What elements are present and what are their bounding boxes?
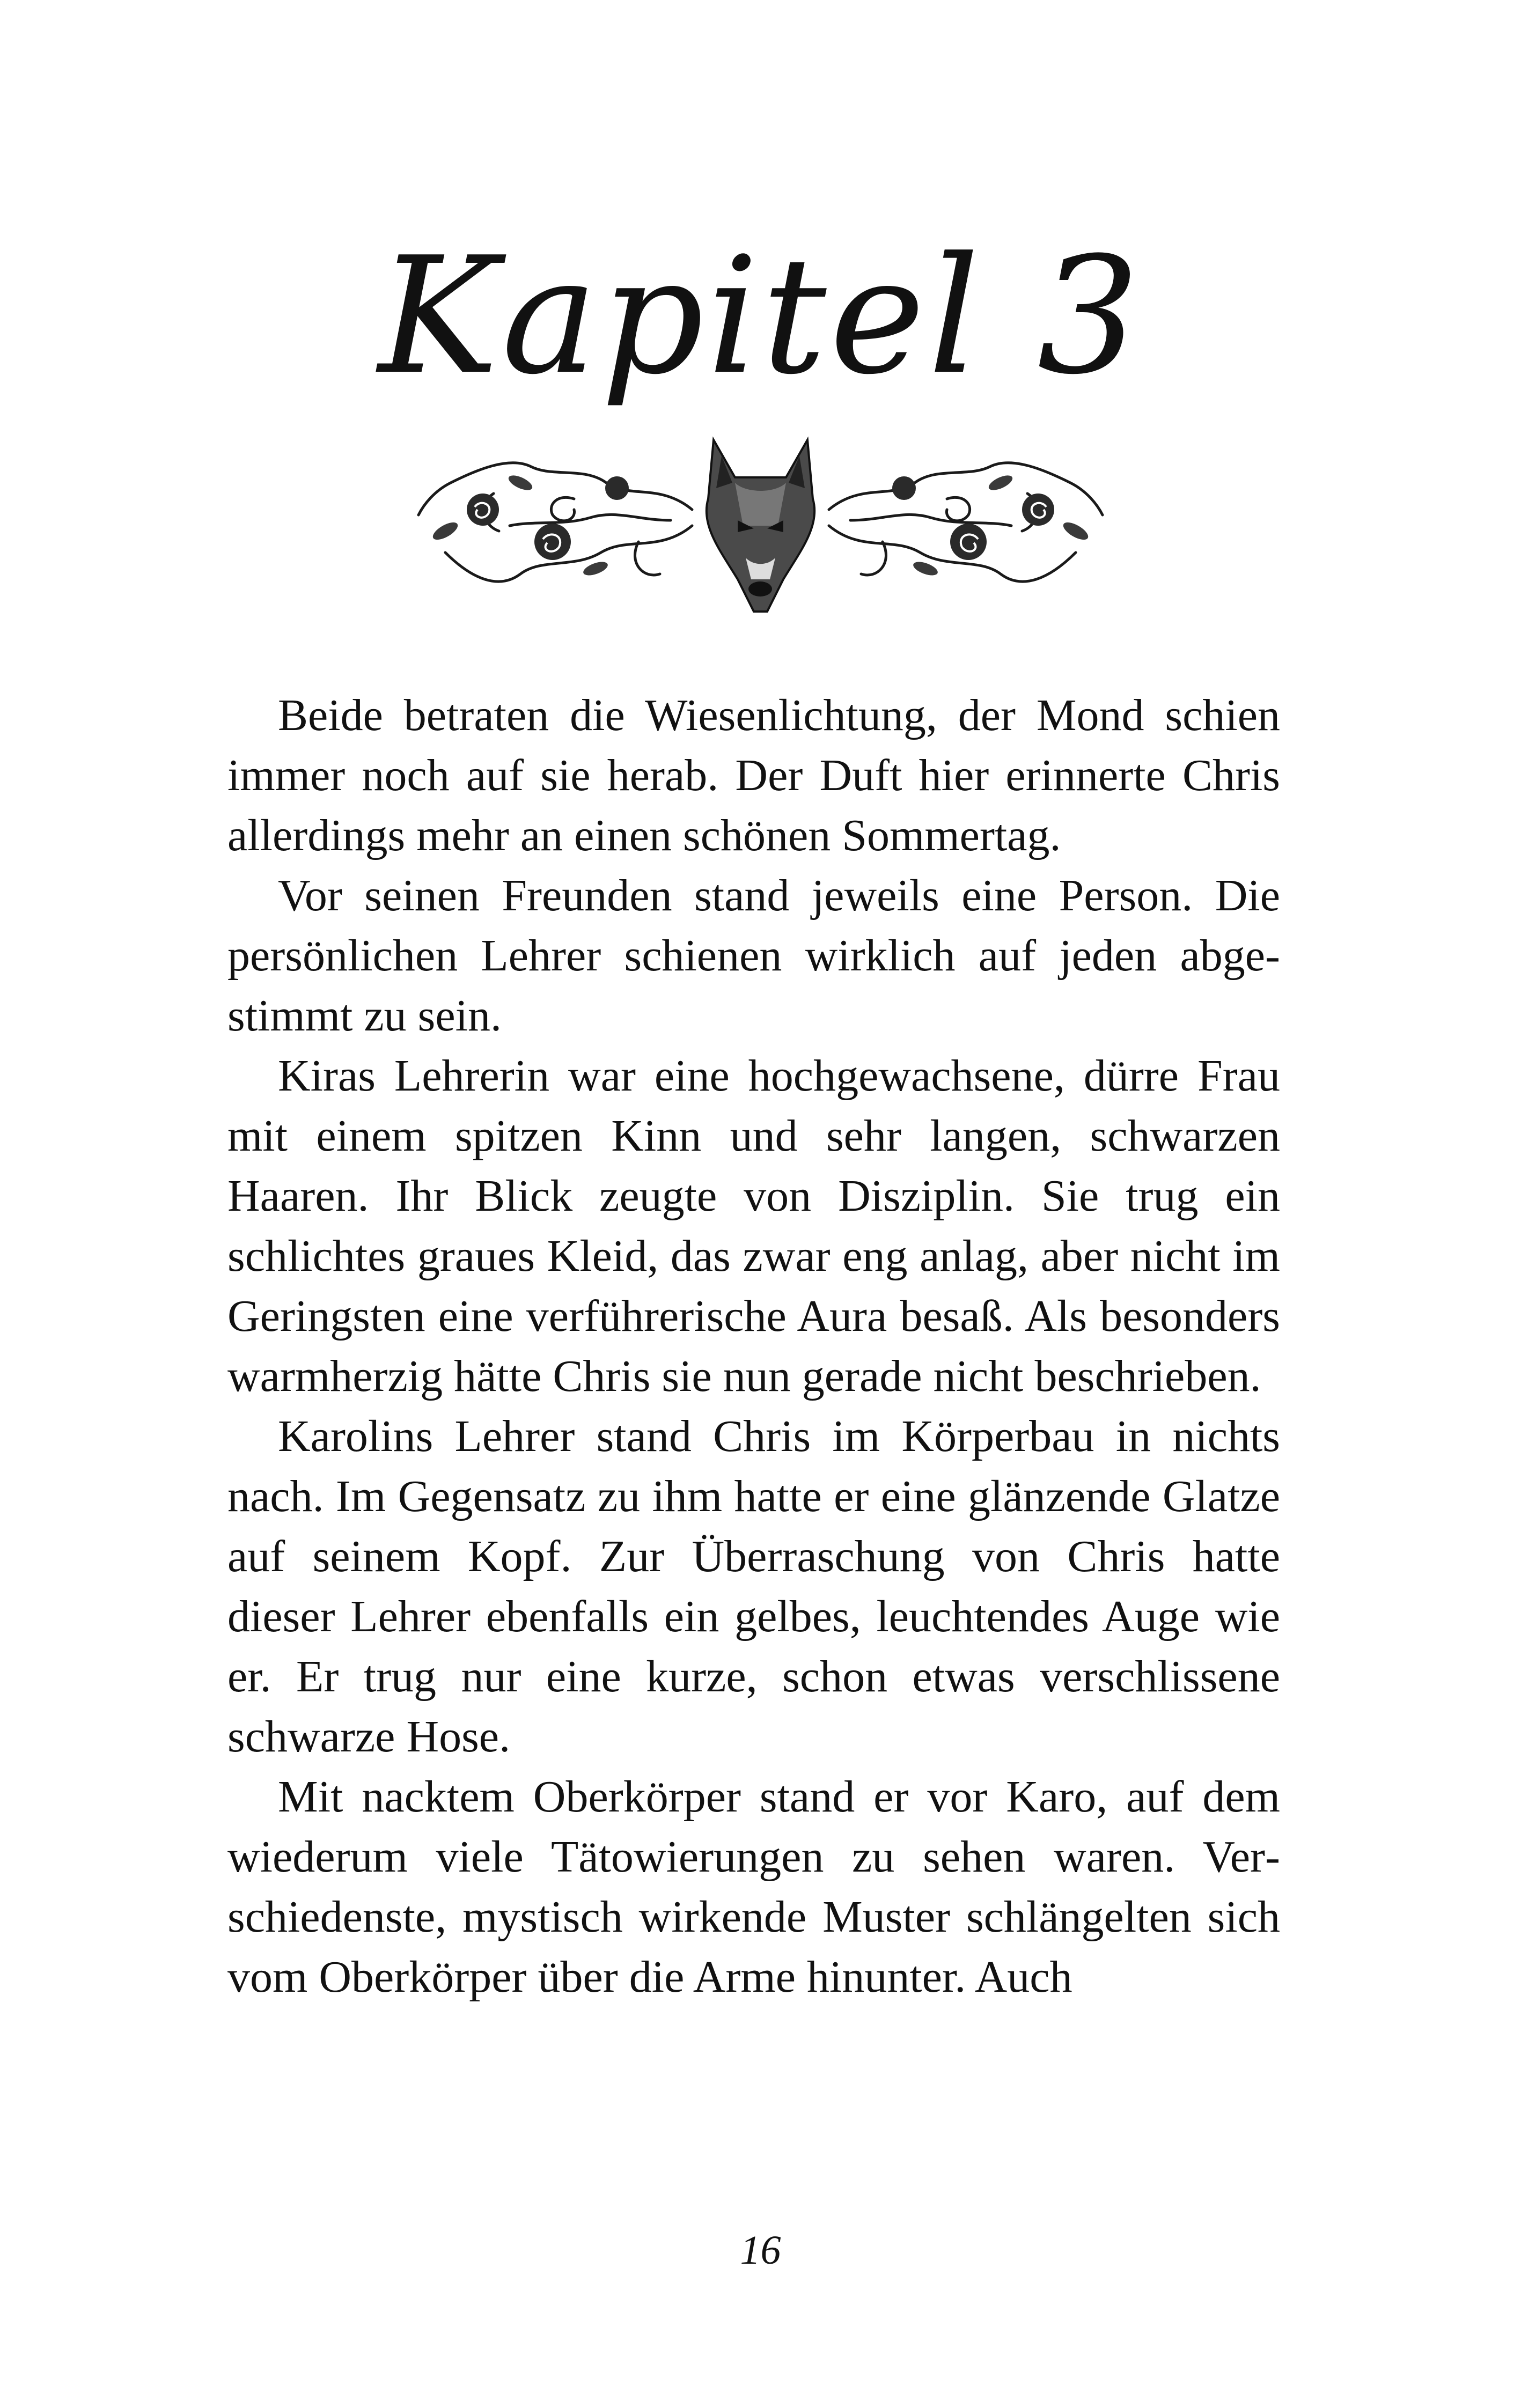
paragraph: Mit nacktem Oberkörper stand er vor Karo, auf dem wiederum viele Tätowierungen zu sehen waren. Verschiedenste, mystisch wirkende Muster schlängelten sich vom Oberkörper über die Arme hinunter. Auch <box>227 1772 1280 2002</box>
chapter-title: Kapitel 3 <box>378 223 1143 410</box>
paragraph: Vor seinen Freunden stand jeweils eine Person. Die persönlichen Lehrer schienen wirklich auf jeden abgestimmt zu sein. <box>227 871 1280 1041</box>
page-number: 16 <box>740 2228 781 2273</box>
chapter-body <box>227 686 1280 2007</box>
paragraph: Beide betraten die Wiesenlichtung, der Mond schien immer noch auf sie herab. Der Duft hier erinnerte Chris allerdings mehr an einen schönen Sommertag. <box>227 690 1280 860</box>
wolf-head-floral-ornament-icon <box>413 418 1108 622</box>
paragraph: Karolins Lehrer stand Chris im Körperbau in nichts nach. Im Gegensatz zu ihm hatte er eine glänzende Glatze auf seinem Kopf. Zur Überraschung von Chris hatte dieser Lehrer ebenfalls ein gelbes, leuchtendes Auge wie er. Er trug nur eine kurze, schon etwas verschlissene schwarze Hose. <box>227 1411 1280 1762</box>
paragraph: Kiras Lehrerin war eine hochgewachsene, dürre Frau mit einem spitzen Kinn und sehr langen, schwarzen Haaren. Ihr Blick zeugte von Disziplin. Sie trug ein schlichtes graues Kleid, das zwar eng anlag, aber nicht im Geringsten eine verführerische Aura besaß. Als besonders warmherzig hätte Chris sie nun gerade nicht beschrieben. <box>227 1051 1280 1401</box>
